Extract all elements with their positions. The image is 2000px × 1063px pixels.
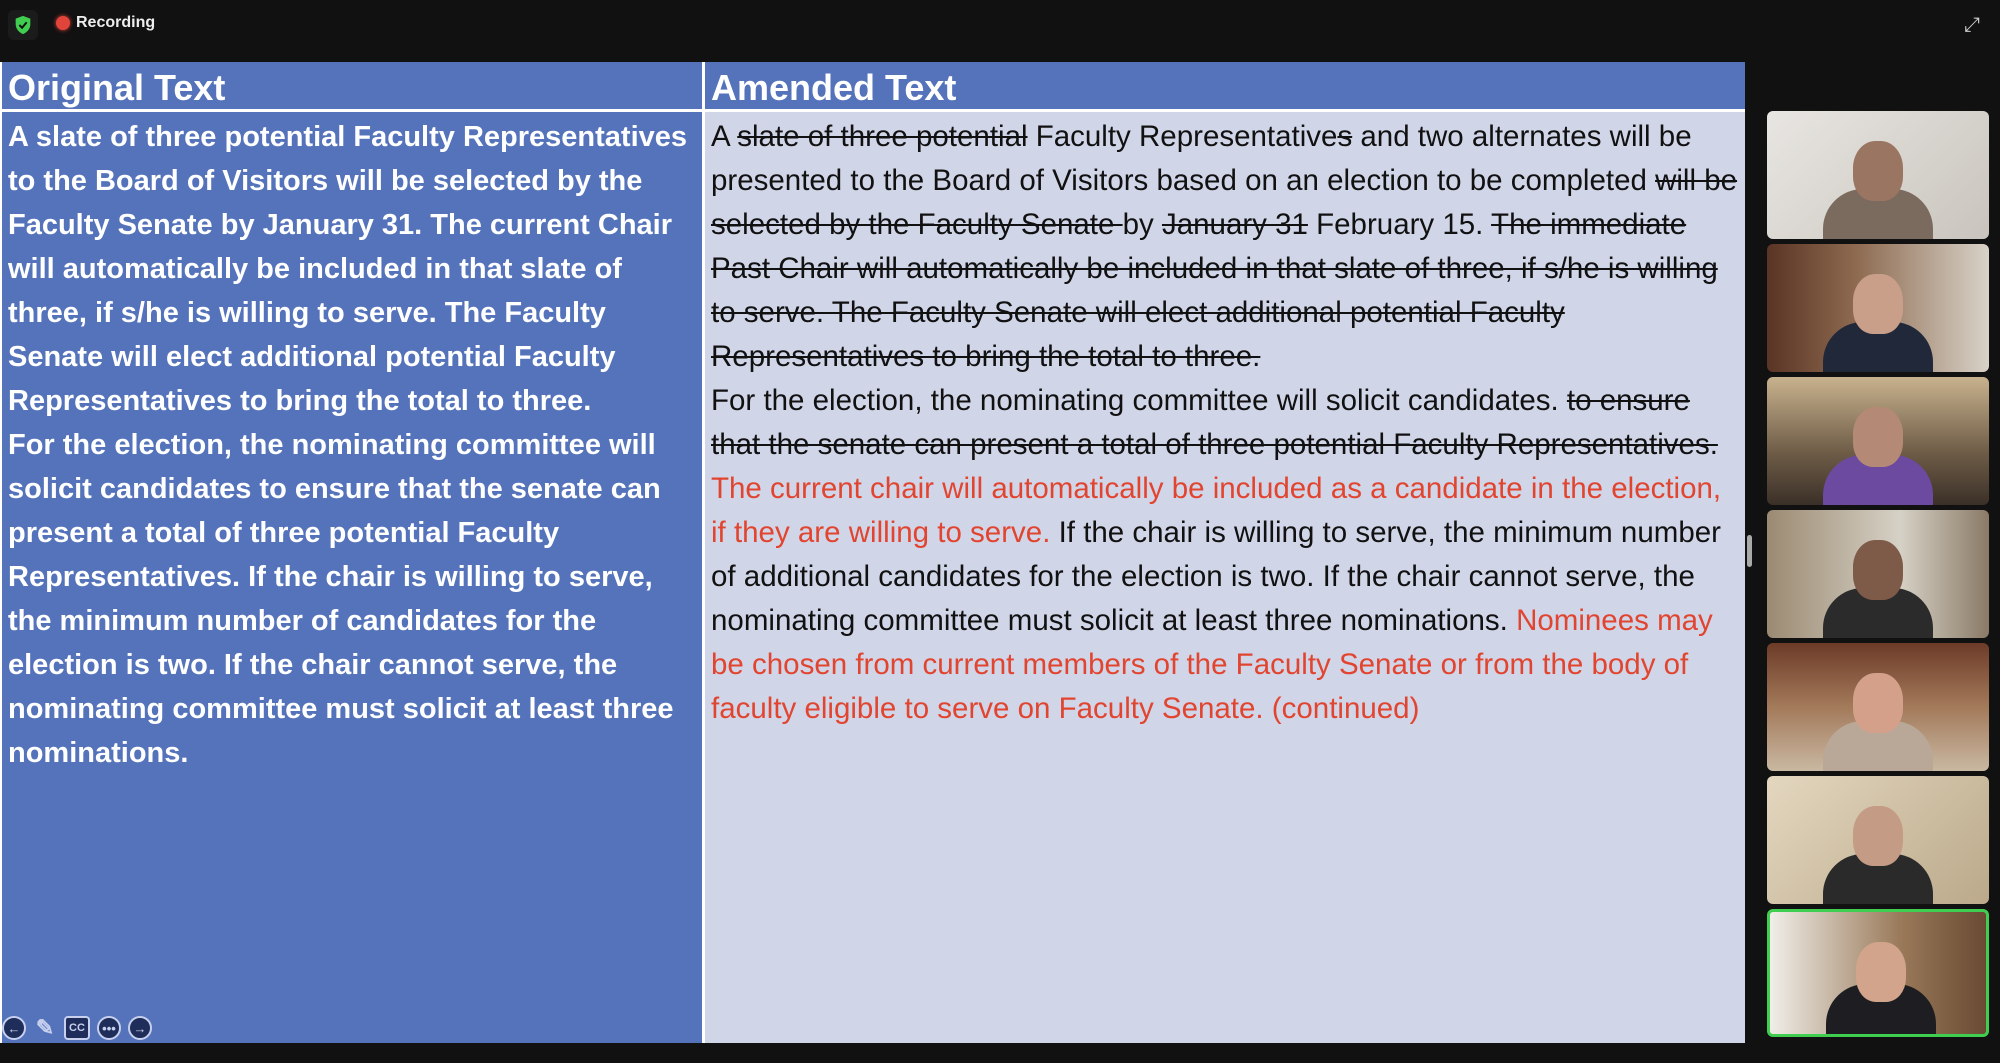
- deleted-text: s: [1337, 120, 1353, 153]
- participant-face: [1853, 407, 1903, 467]
- participant-video-tile[interactable]: [1767, 377, 1989, 505]
- participant-video-tile[interactable]: [1767, 909, 1989, 1037]
- amended-text-header: Amended Text: [705, 62, 1745, 112]
- participant-face: [1853, 806, 1903, 866]
- panel-resize-handle[interactable]: [1747, 535, 1752, 567]
- participant-video-tile[interactable]: [1767, 510, 1989, 638]
- meeting-top-bar: [0, 0, 2000, 62]
- added-text: The current chair will automatically be included as a candidate in the election, if they are willing to serve.: [711, 472, 1722, 549]
- slide-controls: [2, 1016, 152, 1040]
- unchanged-text: For the election, the nominating committee will solicit candidates.: [711, 384, 1567, 417]
- deleted-text: to ensure that the senate can present a total of three potential Faculty Representatives.: [711, 384, 1718, 461]
- participant-video-tile[interactable]: [1767, 244, 1989, 372]
- unchanged-text: by: [1122, 208, 1162, 241]
- deleted-text: January 31: [1161, 208, 1308, 241]
- shield-check-icon[interactable]: [8, 10, 38, 40]
- participant-video-strip: [1767, 111, 1989, 1042]
- original-text-body: [2, 115, 702, 775]
- amended-paragraph: [711, 115, 1739, 379]
- expand-icon[interactable]: ⤢: [1964, 14, 1980, 36]
- original-paragraph: A slate of three potential Faculty Representatives to the Board of Visitors will be selected by the Faculty Senate by January 31. The current Chair will automatically be included in that slate of three, if s/he is willing to serve. The Faculty Senate will elect additional potential Faculty Representatives to bring the total to three.: [8, 121, 688, 417]
- participant-face: [1856, 942, 1906, 1002]
- captions-button[interactable]: CC: [64, 1016, 90, 1040]
- deleted-text: will be selected by the Faculty Senate: [711, 164, 1738, 241]
- previous-slide-button[interactable]: ←: [2, 1016, 26, 1040]
- unchanged-text: and two alternates will be presented to the Board of Visitors based on an election to be completed: [711, 120, 1692, 197]
- recording-dot-icon: [56, 16, 70, 30]
- amended-text-body: [705, 115, 1745, 731]
- participant-video-tile[interactable]: [1767, 643, 1989, 771]
- deleted-text: slate of three potential: [737, 120, 1028, 153]
- original-paragraph: For the election, the nominating committee will solicit candidates to ensure that the senate can present a total of three potential Faculty Representatives. If the chair is willing to serve, the minimum number of candidates for the election is two. If the chair cannot serve, the nominating committee must solicit at least three nominations.: [8, 429, 674, 769]
- participant-face: [1853, 673, 1903, 733]
- original-text-header: Original Text: [2, 62, 702, 112]
- participant-video-tile[interactable]: [1767, 111, 1989, 239]
- more-options-button[interactable]: •••: [97, 1016, 121, 1040]
- participant-face: [1853, 540, 1903, 600]
- recording-label: Recording: [76, 14, 156, 31]
- participant-face: [1853, 274, 1903, 334]
- recording-indicator[interactable]: [56, 14, 155, 32]
- pen-icon[interactable]: ✎: [35, 1015, 55, 1040]
- unchanged-text: Faculty Representative: [1027, 120, 1338, 153]
- shared-slide: [0, 62, 1745, 1043]
- added-text: Nominees may be chosen from current members of the Faculty Senate or from the body of faculty eligible to serve on Faculty Senate. (continued): [711, 604, 1713, 725]
- unchanged-text: February 15.: [1307, 208, 1492, 241]
- participant-video-tile[interactable]: [1767, 776, 1989, 904]
- unchanged-text: If the chair is willing to serve, the minimum number of additional candidates for the election is two. If the chair cannot serve, the nominating committee must solicit at least three nominations.: [711, 516, 1721, 637]
- deleted-text: The immediate Past Chair will automatically be included in that slate of three, if s/he is willing to serve. The Faculty Senate will elect additional potential Faculty Representatives to bring the total to three.: [711, 208, 1718, 373]
- unchanged-text: A: [711, 120, 738, 153]
- next-slide-button[interactable]: →: [128, 1016, 152, 1040]
- amended-paragraph: [711, 379, 1739, 731]
- participant-face: [1853, 141, 1903, 201]
